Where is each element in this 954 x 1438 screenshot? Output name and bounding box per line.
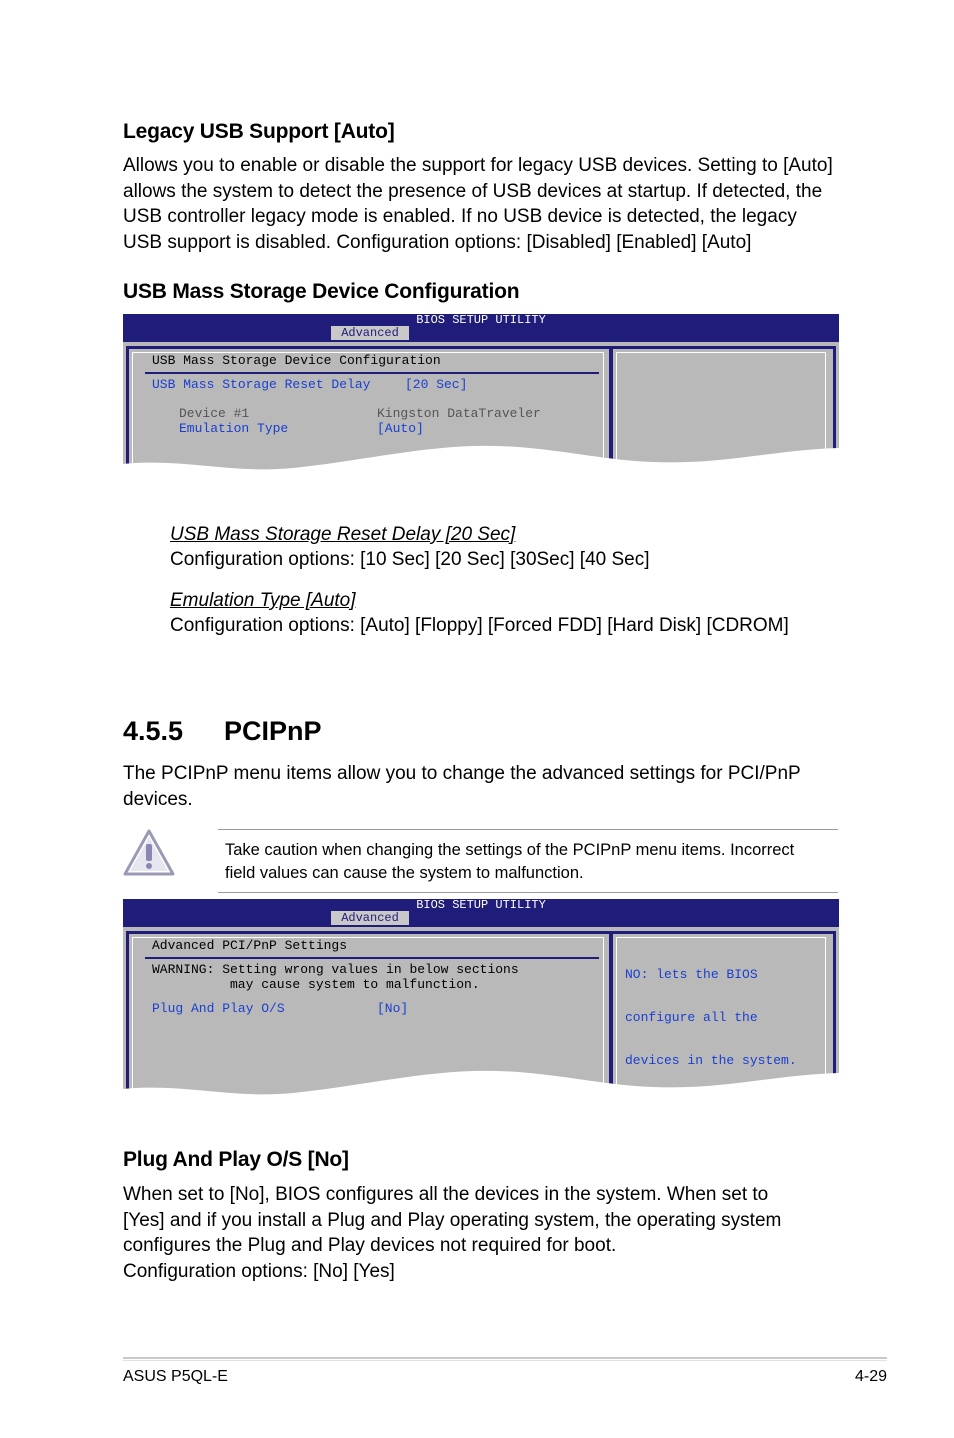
caution-text bbox=[225, 839, 794, 885]
footer-rule bbox=[123, 1357, 887, 1359]
legacy-usb-line: USB support is disabled. Configuration options: [Disabled] [Enabled] [Auto] bbox=[123, 231, 752, 253]
reset-delay-label[interactable]: USB Mass Storage Reset Delay bbox=[152, 377, 371, 392]
caution-rule-bottom bbox=[218, 892, 838, 893]
legacy-usb-line: USB controller legacy mode is enabled. If no USB device is detected, the legacy bbox=[123, 206, 797, 227]
section-title: PCIPnP bbox=[224, 716, 322, 746]
pcipnp-line: devices. bbox=[123, 788, 193, 810]
torn-edge bbox=[123, 1067, 839, 1107]
legacy-usb-line: Allows you to enable or disable the support for legacy USB devices. Setting to [Auto] bbox=[123, 155, 833, 176]
footer-product: ASUS P5QL-E bbox=[123, 1368, 228, 1385]
reset-delay-title: USB Mass Storage Reset Delay [20 Sec] bbox=[170, 524, 516, 545]
tab-advanced[interactable]: Advanced bbox=[331, 911, 409, 925]
reset-delay-value[interactable]: [20 Sec] bbox=[405, 377, 468, 392]
pcipnp-line: The PCIPnP menu items allow you to change the advanced settings for PCI/PnP bbox=[123, 763, 801, 784]
emulation-type-options: Configuration options: [Auto] [Floppy] [Forced FDD] [Hard Disk] [CDROM] bbox=[170, 615, 789, 636]
bios-divider bbox=[145, 372, 599, 374]
usb-mass-storage-heading: USB Mass Storage Device Configuration bbox=[123, 280, 520, 303]
footer-rule-thin bbox=[123, 1360, 887, 1361]
bios-title-bar bbox=[123, 899, 839, 927]
bios-divider bbox=[145, 957, 599, 959]
warning-line-2: may cause system to malfunction. bbox=[230, 977, 480, 992]
pcipnp-paragraph bbox=[123, 761, 883, 812]
device-label: Device #1 bbox=[179, 406, 250, 421]
bios-heading: Advanced PCI/PnP Settings bbox=[152, 938, 348, 953]
plug-and-play-paragraph bbox=[123, 1182, 883, 1284]
bios-title: BIOS SETUP UTILITY bbox=[416, 899, 546, 912]
plug-and-play-line: When set to [No], BIOS configures all the devices in the system. When set to bbox=[123, 1184, 769, 1205]
caution-line: Take caution when changing the settings of the PCIPnP menu items. Incorrect bbox=[225, 841, 795, 859]
bios-title: BIOS SETUP UTILITY bbox=[416, 314, 546, 327]
warning-icon bbox=[122, 828, 176, 878]
emulation-type-title: Emulation Type [Auto] bbox=[170, 590, 356, 611]
warning-line-1: WARNING: Setting wrong values in below sections bbox=[152, 962, 519, 977]
legacy-usb-line: allows the system to detect the presence of USB devices at startup. If detected, the bbox=[123, 180, 823, 202]
caution-line: field values can cause the system to malfunction. bbox=[225, 864, 584, 882]
bios-screen-pcipnp bbox=[123, 899, 839, 1107]
plug-and-play-line: Configuration options: [No] [Yes] bbox=[123, 1260, 395, 1282]
bios-heading: USB Mass Storage Device Configuration bbox=[152, 353, 441, 368]
plug-and-play-line: [Yes] and if you install a Plug and Play operating system, the operating system bbox=[123, 1209, 782, 1231]
plug-and-play-label[interactable]: Plug And Play O/S bbox=[152, 1001, 285, 1016]
caution-rule-top bbox=[218, 829, 838, 830]
plug-and-play-value[interactable]: [No] bbox=[377, 1001, 409, 1016]
help-line: NO: lets the BIOS bbox=[625, 966, 758, 982]
tab-advanced[interactable]: Advanced bbox=[331, 326, 409, 340]
legacy-usb-heading: Legacy USB Support [Auto] bbox=[123, 120, 395, 143]
bios-title-bar bbox=[123, 314, 839, 342]
bios-screen-usb-mass-storage bbox=[123, 314, 839, 480]
emulation-type-value[interactable]: [Auto] bbox=[377, 421, 424, 436]
help-line: devices in the system. bbox=[625, 1053, 797, 1069]
plug-and-play-heading: Plug And Play O/S [No] bbox=[123, 1148, 349, 1171]
torn-edge bbox=[123, 440, 839, 480]
help-line: configure all the bbox=[625, 1010, 758, 1026]
page-number: 4-29 bbox=[854, 1368, 887, 1385]
reset-delay-options: Configuration options: [10 Sec] [20 Sec] [30Sec] [40 Sec] bbox=[170, 549, 650, 570]
device-value: Kingston DataTraveler bbox=[377, 406, 541, 421]
emulation-type-label[interactable]: Emulation Type bbox=[179, 421, 289, 436]
plug-and-play-line: configures the Plug and Play devices not required for boot. bbox=[123, 1235, 617, 1256]
legacy-usb-paragraph bbox=[123, 153, 883, 255]
section-number: 4.5.5 bbox=[123, 716, 184, 746]
